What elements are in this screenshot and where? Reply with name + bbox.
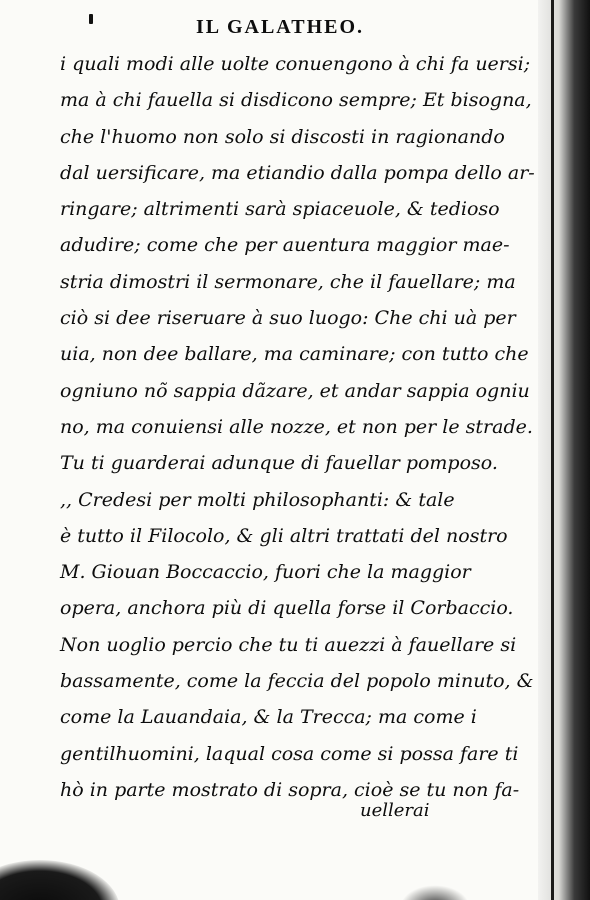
text-line: ciò si dee riseruare à suo luogo: Che chi uà per (60, 307, 516, 330)
corner-shadow (0, 860, 120, 900)
text-line: bassamente, come la feccia del popolo minuto, & (60, 670, 534, 693)
text-line: è tutto il Filocolo, & gli altri trattati del nostro (60, 524, 508, 547)
text-line: ogniuno nõ sappia dãzare, et andar sappia ogniu (60, 379, 530, 402)
text-line: ,, Credesi per molti philosophanti: & tale (60, 488, 455, 511)
bottom-shadow (400, 885, 470, 900)
page-gutter-line (551, 0, 554, 900)
text-line: adudire; come che per auentura maggior mae- (60, 234, 510, 257)
text-line: ma à chi fauella si disdicono sempre; Et bisogna, (60, 89, 532, 112)
text-line: gentilhuomini, laqual cosa come si possa fare ti (60, 742, 519, 765)
text-line: Non uoglio percio che tu ti auezzi à fauellare si (60, 633, 517, 656)
text-line: Tu ti guarderai adunque di fauellar pomposo. (60, 452, 498, 475)
text-line: i quali modi alle uolte conuengono à chi fa uersi; (60, 53, 531, 75)
text-line: stria dimostri il sermonare, che il fauellare; ma (60, 270, 516, 293)
body-text (60, 46, 535, 808)
catchword: uellerai (360, 800, 430, 821)
text-line: uia, non dee ballare, ma caminare; con tutto che (60, 343, 529, 366)
text-line: hò in parte mostrato di sopra, cioè se tu non fa- (60, 778, 520, 801)
text-line: ringare; altrimenti sarà spiaceuole, & tedioso (60, 198, 500, 221)
text-line: no, ma conuiensi alle nozze, et non per le strade. (60, 415, 533, 438)
running-head: IL GALATHEO. (195, 16, 365, 38)
text-line: come la Lauandaia, & la Trecca; ma come i (60, 706, 477, 729)
text-line: dal uersificare, ma etiandio dalla pompa dello ar- (60, 161, 535, 184)
page-binding-edge (538, 0, 590, 900)
text-line: M. Giouan Boccaccio, fuori che la maggior (60, 561, 471, 584)
text-line: opera, anchora più di quella forse il Corbaccio. (60, 597, 514, 620)
text-line: che l'huomo non solo si discosti in ragionando (60, 125, 505, 148)
